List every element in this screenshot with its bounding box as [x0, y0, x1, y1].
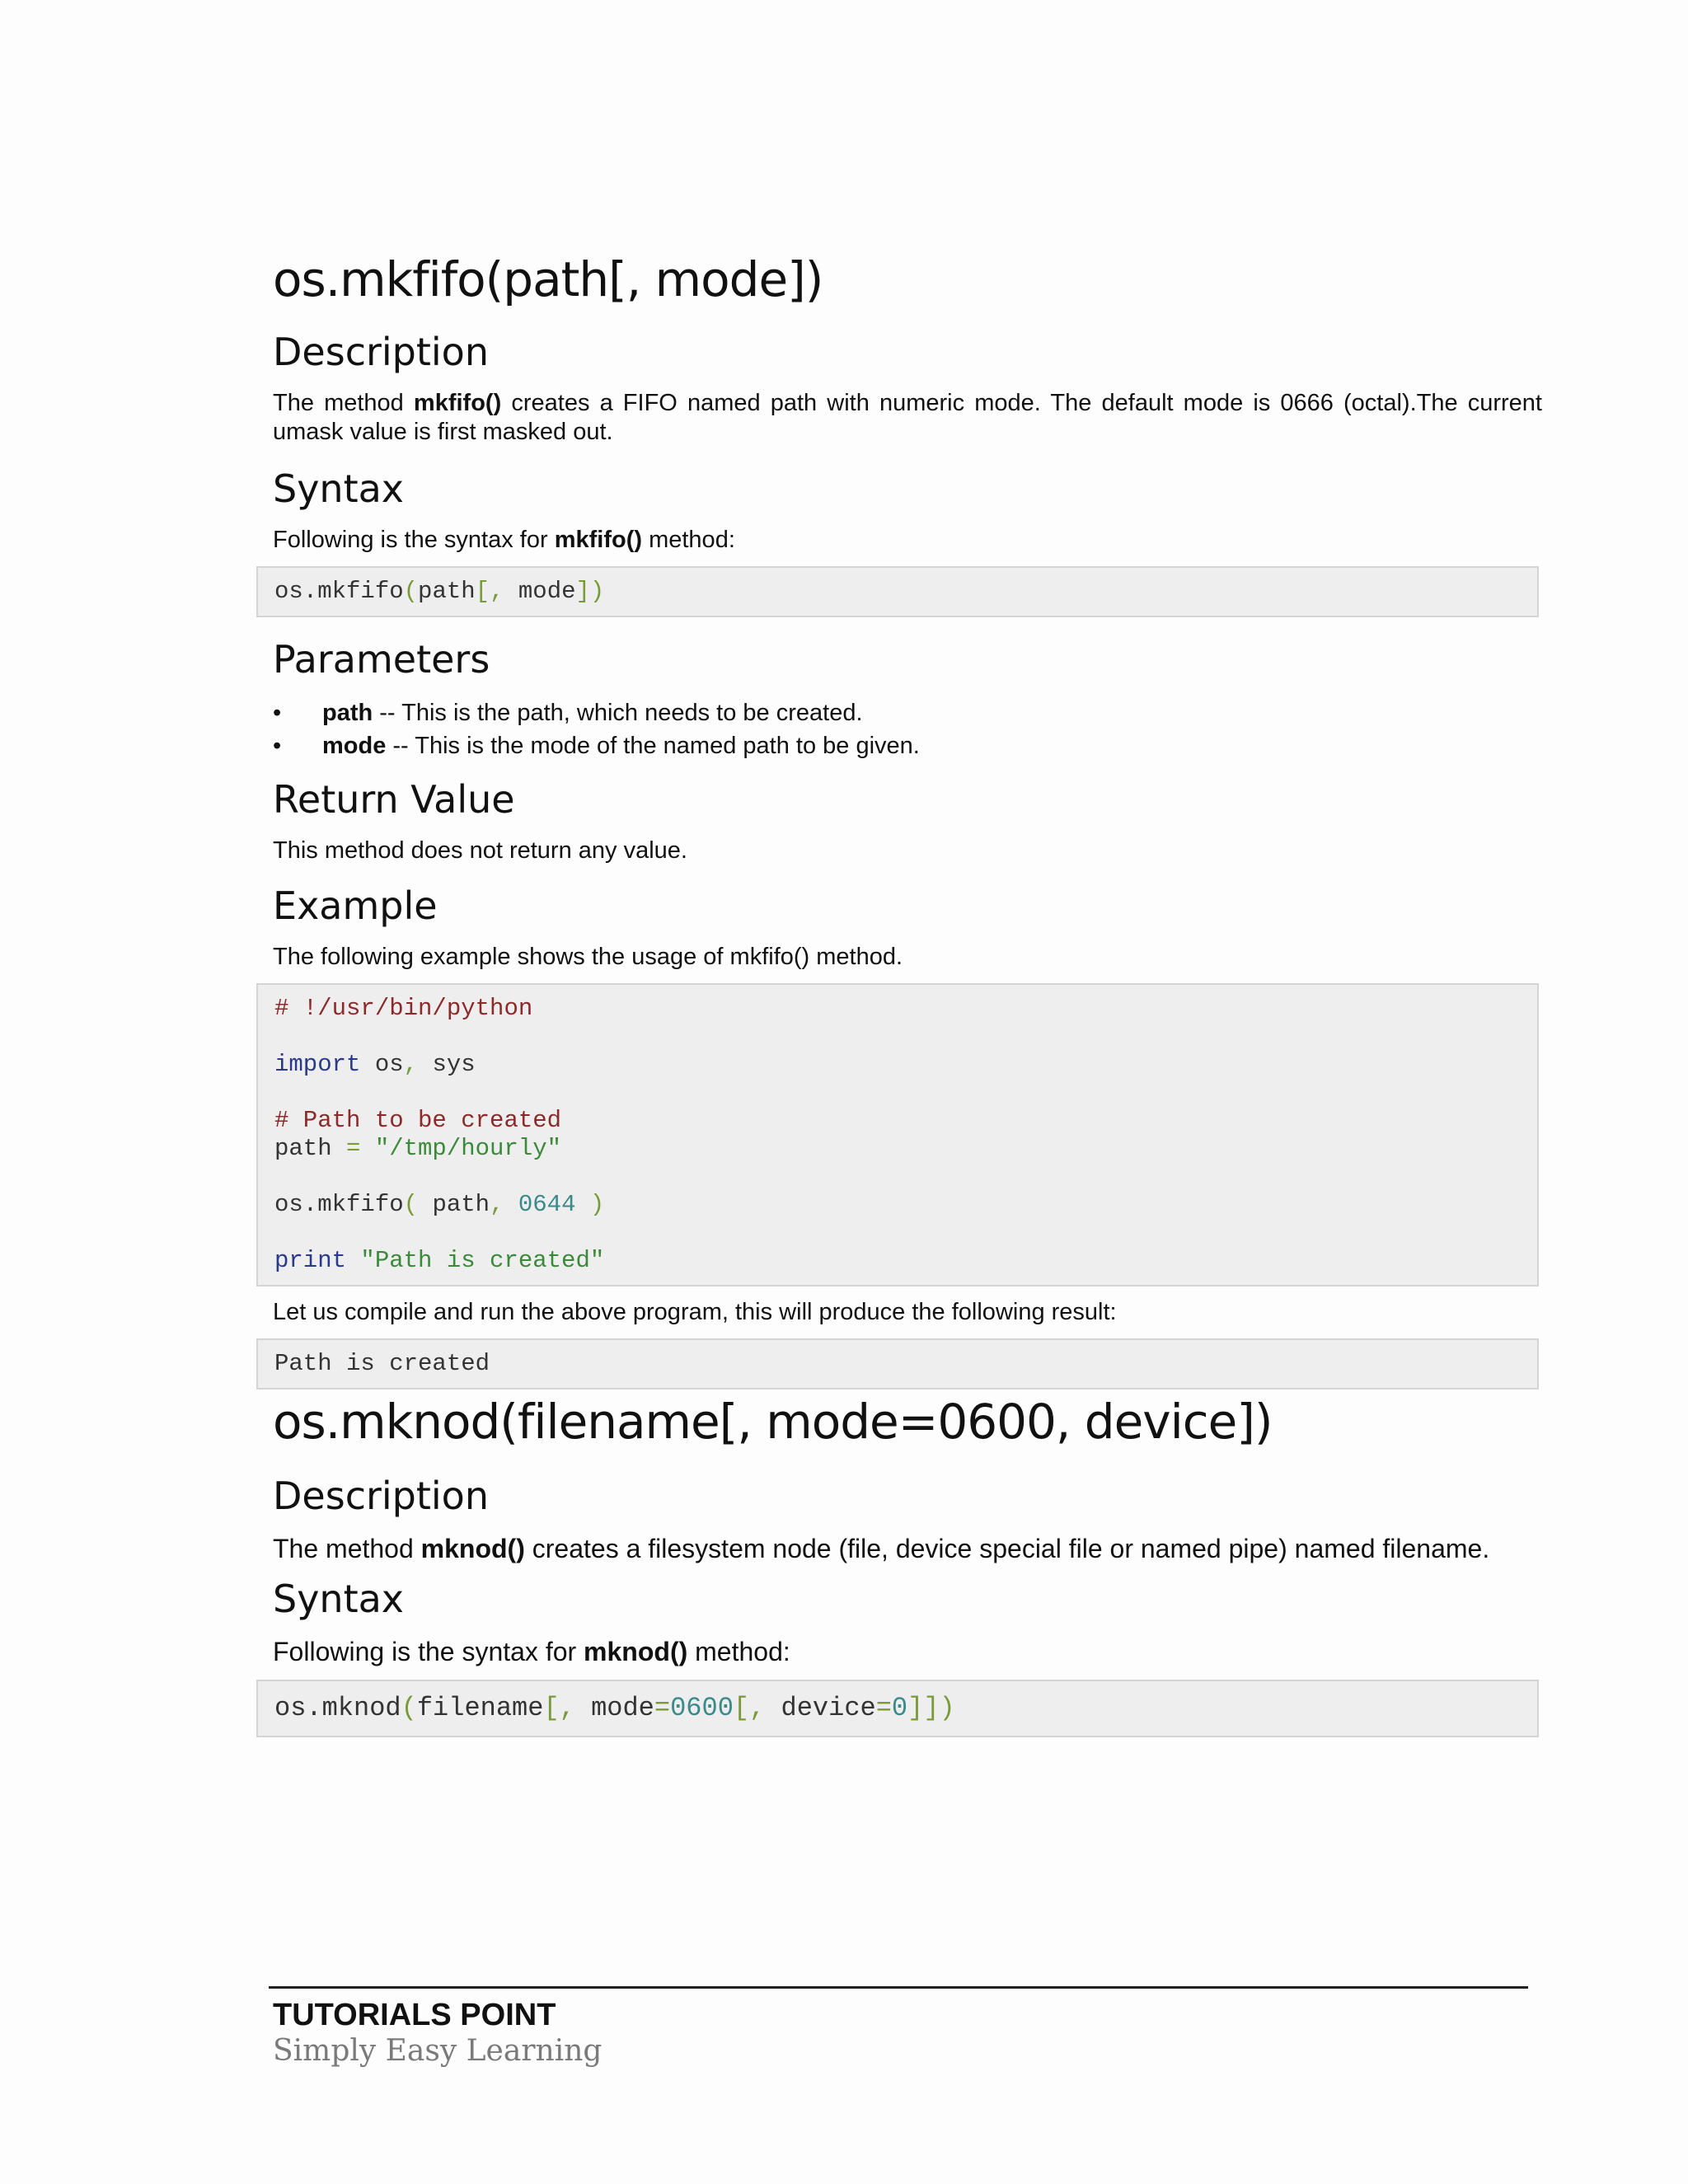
parameter-desc: -- This is the path, which needs to be created. [373, 700, 863, 726]
code-token: [, [543, 1693, 575, 1723]
syntax-intro-suffix: method: [687, 1637, 790, 1666]
code-token: ( [401, 1693, 417, 1723]
bullet: • [273, 700, 282, 726]
footer-tagline: Simply Easy Learning [273, 2033, 603, 2068]
syntax-intro-method: mkfifo() [554, 527, 643, 553]
syntax-code-block [256, 566, 1539, 617]
code-token: sys [418, 1051, 476, 1078]
page-footer [269, 1986, 1528, 2069]
return-heading: Return Value [273, 777, 515, 822]
description-text [273, 389, 1542, 447]
syntax-intro-suffix: method: [642, 527, 735, 553]
syntax-intro [273, 526, 1542, 555]
code-token: os.mkfifo [274, 578, 404, 605]
syntax-code-block-2 [256, 1680, 1539, 1737]
code-token: os.mkfifo [274, 1191, 404, 1218]
code-token: path [418, 578, 476, 605]
return-text: This method does not return any value. [273, 837, 687, 864]
document-page [273, 247, 1542, 1737]
syntax-intro-prefix: Following is the syntax for [273, 1637, 584, 1666]
code-token: ]) [575, 578, 605, 605]
section-title-mknod: os.mknod(filename[, mode=0600, device]) [273, 1394, 1273, 1450]
code-token: os.mknod [274, 1693, 401, 1723]
code-token: = [875, 1693, 892, 1723]
syntax-heading-2: Syntax [273, 1577, 405, 1621]
result-intro: Let us compile and run the above program, this will produce the following result: [273, 1299, 1117, 1325]
code-token: os [360, 1051, 404, 1078]
description-suffix: creates a FIFO named path with numeric mode. The default mode is 0666 (octal).The current umask value is first masked out. [273, 390, 1542, 445]
footer-brand: TUTORIALS POINT [273, 1998, 556, 2032]
parameter-name: path [322, 700, 373, 726]
code-token: [, [733, 1693, 766, 1723]
code-token: = [346, 1135, 361, 1162]
code-token: mode [504, 578, 576, 605]
code-token: ( [403, 578, 419, 605]
code-token: ]]) [907, 1693, 955, 1723]
list-item [273, 696, 1542, 729]
code-token: print [274, 1247, 347, 1274]
code-token: "Path is created" [346, 1247, 605, 1274]
syntax-intro-method: mknod() [584, 1637, 688, 1666]
example-heading: Example [273, 883, 438, 928]
code-token: import [274, 1051, 361, 1078]
code-token: 0600 [670, 1693, 734, 1723]
code-token: ( [403, 1191, 419, 1218]
description-text-2 [273, 1533, 1542, 1565]
description-method: mkfifo() [413, 390, 502, 416]
code-token: 0644 [504, 1191, 576, 1218]
code-token: Path is created [274, 1350, 490, 1377]
code-token: [, [475, 578, 504, 605]
parameters-heading: Parameters [273, 637, 490, 682]
description-prefix: The method [273, 1534, 421, 1563]
code-token: , [490, 1191, 504, 1218]
code-token: "/tmp/hourly" [360, 1135, 562, 1162]
list-item [273, 729, 1542, 762]
parameters-list [273, 696, 1542, 762]
footer-divider [269, 1986, 1528, 1989]
code-token: mode [574, 1693, 654, 1723]
parameter-name: mode [322, 733, 387, 759]
code-token: = [654, 1693, 671, 1723]
syntax-heading: Syntax [273, 466, 405, 511]
example-intro: The following example shows the usage of mkfifo() method. [273, 944, 903, 970]
code-token: path [274, 1135, 347, 1162]
description-prefix: The method [273, 390, 414, 416]
code-token: , [403, 1051, 419, 1078]
description-heading: Description [273, 330, 489, 374]
code-token: 0 [891, 1693, 908, 1723]
code-token: device [765, 1693, 876, 1723]
code-token: # Path to be created [274, 1107, 562, 1134]
section-title-mkfifo: os.mkfifo(path[, mode]) [273, 251, 823, 307]
syntax-intro-prefix: Following is the syntax for [273, 527, 555, 553]
code-token: filename [416, 1693, 544, 1723]
parameter-desc: -- This is the mode of the named path to be given. [386, 733, 920, 759]
example-code-block [256, 983, 1539, 1286]
description-method: mknod() [420, 1534, 525, 1563]
description-suffix: creates a filesystem node (file, device special file or named pipe) named filename. [524, 1534, 1490, 1563]
description-heading-2: Description [273, 1474, 489, 1518]
code-token: # !/usr/bin/python [274, 995, 533, 1022]
code-token: ) [575, 1191, 605, 1218]
bullet: • [273, 733, 282, 759]
result-output-block [256, 1338, 1539, 1390]
code-token: path [418, 1191, 490, 1218]
syntax-intro-2 [273, 1636, 1542, 1668]
